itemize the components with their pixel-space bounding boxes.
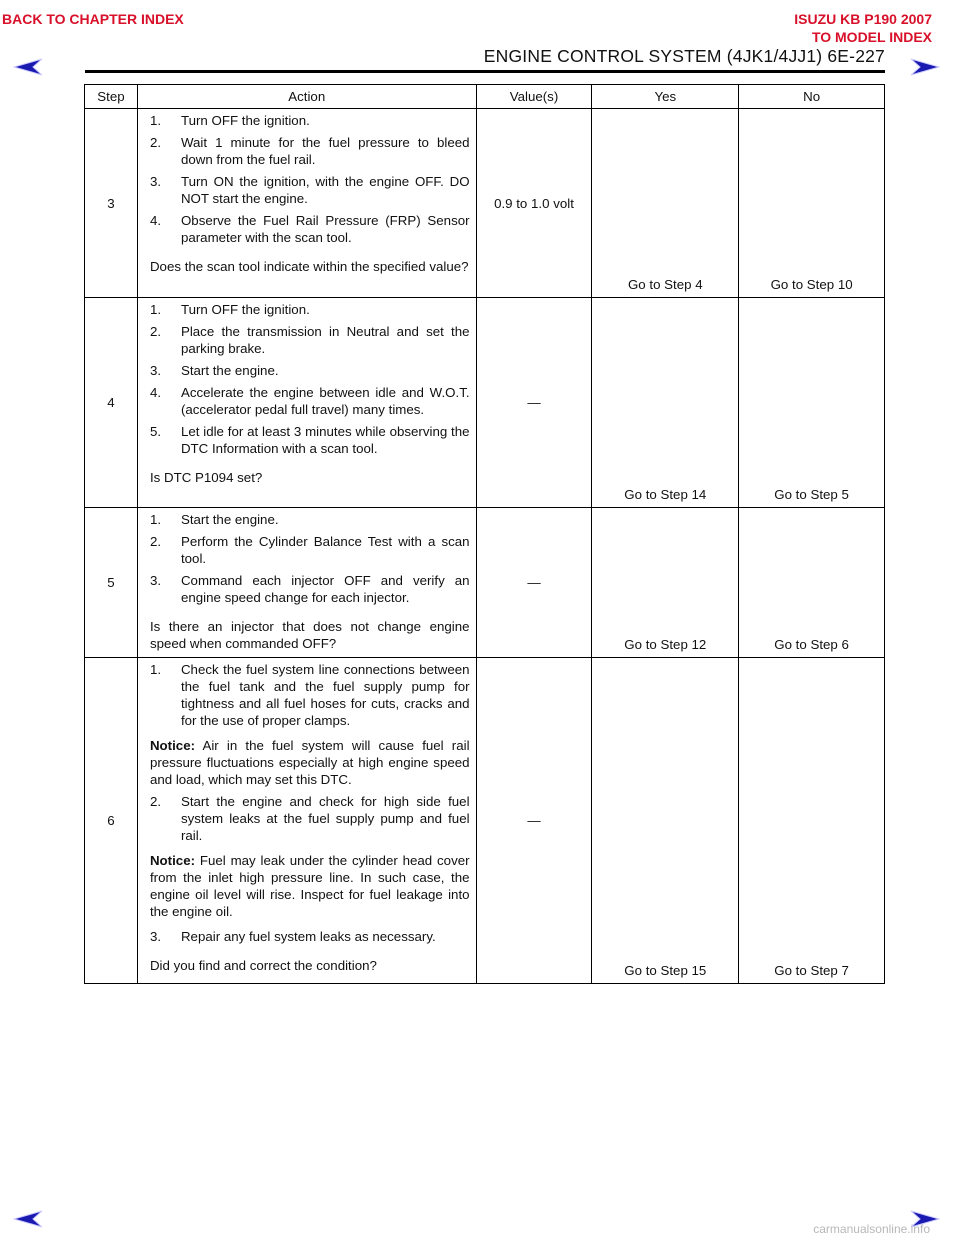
table-row <box>85 508 885 658</box>
list-item: 4. Observe the Fuel Rail Pressure (FRP) Sensor parameter with the scan tool. <box>149 213 470 245</box>
prev-arrow-icon[interactable] <box>13 1210 43 1228</box>
notice-paragraph: Notice: Fuel may leak under the cylinder head cover from the inlet high pressure line. In such case, the engine oil level will rise. Inspect for fuel leakage into the engine oil. <box>149 853 470 919</box>
col-header-step: Step <box>85 85 138 109</box>
yes-cell: Go to Step 15 <box>592 658 739 984</box>
no-cell: Go to Step 10 <box>739 109 885 298</box>
watermark-text: carmanualsonline.info <box>813 1222 930 1236</box>
list-item: 1. Start the engine. <box>149 512 279 527</box>
table-row <box>85 298 885 508</box>
table-row <box>85 658 885 984</box>
list-item: 1. Turn OFF the ignition. <box>149 113 310 128</box>
yes-cell: Go to Step 14 <box>592 298 739 508</box>
notice-paragraph: Notice: Air in the fuel system will cause fuel rail pressure fluctuations especially at high engine speed and load, which may set this DTC. <box>149 738 470 787</box>
list-item: 1. Turn OFF the ignition. <box>149 302 310 317</box>
list-item: 5. Let idle for at least 3 minutes while observing the DTC Information with a scan tool. <box>149 424 470 456</box>
step-question: Is DTC P1094 set? <box>149 470 263 485</box>
step-number: 3 <box>85 109 138 298</box>
action-cell <box>137 298 476 508</box>
step-question: Does the scan tool indicate within the specified value? <box>149 259 469 274</box>
header-rule <box>85 70 885 73</box>
diagnostic-table <box>84 84 885 984</box>
next-arrow-icon[interactable] <box>910 58 940 76</box>
back-to-chapter-index-link[interactable]: BACK TO CHAPTER INDEX <box>2 11 184 27</box>
table-header-row <box>85 85 885 109</box>
list-item: 2. Start the engine and check for high side fuel system leaks at the fuel supply pump and fuel rail. <box>149 794 470 843</box>
list-item: 3. Repair any fuel system leaks as necessary. <box>149 929 436 944</box>
col-header-no: No <box>739 85 885 109</box>
list-item: 3. Turn ON the ignition, with the engine OFF. DO NOT start the engine. <box>149 174 470 206</box>
action-cell <box>137 508 476 658</box>
no-cell: Go to Step 6 <box>739 508 885 658</box>
value-cell: — <box>476 658 592 984</box>
col-header-action: Action <box>137 85 476 109</box>
to-model-index-link[interactable]: TO MODEL INDEX <box>811 29 932 45</box>
value-cell: 0.9 to 1.0 volt <box>476 109 592 298</box>
action-cell <box>137 658 476 984</box>
yes-cell: Go to Step 12 <box>592 508 739 658</box>
prev-arrow-icon[interactable] <box>13 58 43 76</box>
list-item: 3. Command each injector OFF and verify an engine speed change for each injector. <box>149 573 470 605</box>
list-item: 4. Accelerate the engine between idle and W.O.T. (accelerator pedal full travel) many times. <box>149 385 470 417</box>
page-header-title: ENGINE CONTROL SYSTEM (4JK1/4JJ1) 6E-227 <box>483 46 885 66</box>
step-question: Did you find and correct the condition? <box>149 958 377 973</box>
step-number: 4 <box>85 298 138 508</box>
list-item: 2. Perform the Cylinder Balance Test with a scan tool. <box>149 534 470 566</box>
step-question: Is there an injector that does not change engine speed when commanded OFF? <box>149 619 470 651</box>
list-item: 2. Wait 1 minute for the fuel pressure to bleed down from the fuel rail. <box>149 135 470 167</box>
value-cell: — <box>476 298 592 508</box>
action-cell <box>137 109 476 298</box>
yes-cell: Go to Step 4 <box>592 109 739 298</box>
col-header-yes: Yes <box>592 85 739 109</box>
value-cell: — <box>476 508 592 658</box>
col-header-value: Value(s) <box>476 85 592 109</box>
step-number: 5 <box>85 508 138 658</box>
list-item: 2. Place the transmission in Neutral and set the parking brake. <box>149 324 470 356</box>
model-title-link[interactable]: ISUZU KB P190 2007 <box>794 11 932 27</box>
table-row <box>85 109 885 298</box>
list-item: 1. Check the fuel system line connections between the fuel tank and the fuel supply pump for tightness and all fuel hoses for cuts, cracks and for the use of proper clamps. <box>149 662 470 728</box>
list-item: 3. Start the engine. <box>149 363 279 378</box>
step-number: 6 <box>85 658 138 984</box>
no-cell: Go to Step 7 <box>739 658 885 984</box>
no-cell: Go to Step 5 <box>739 298 885 508</box>
